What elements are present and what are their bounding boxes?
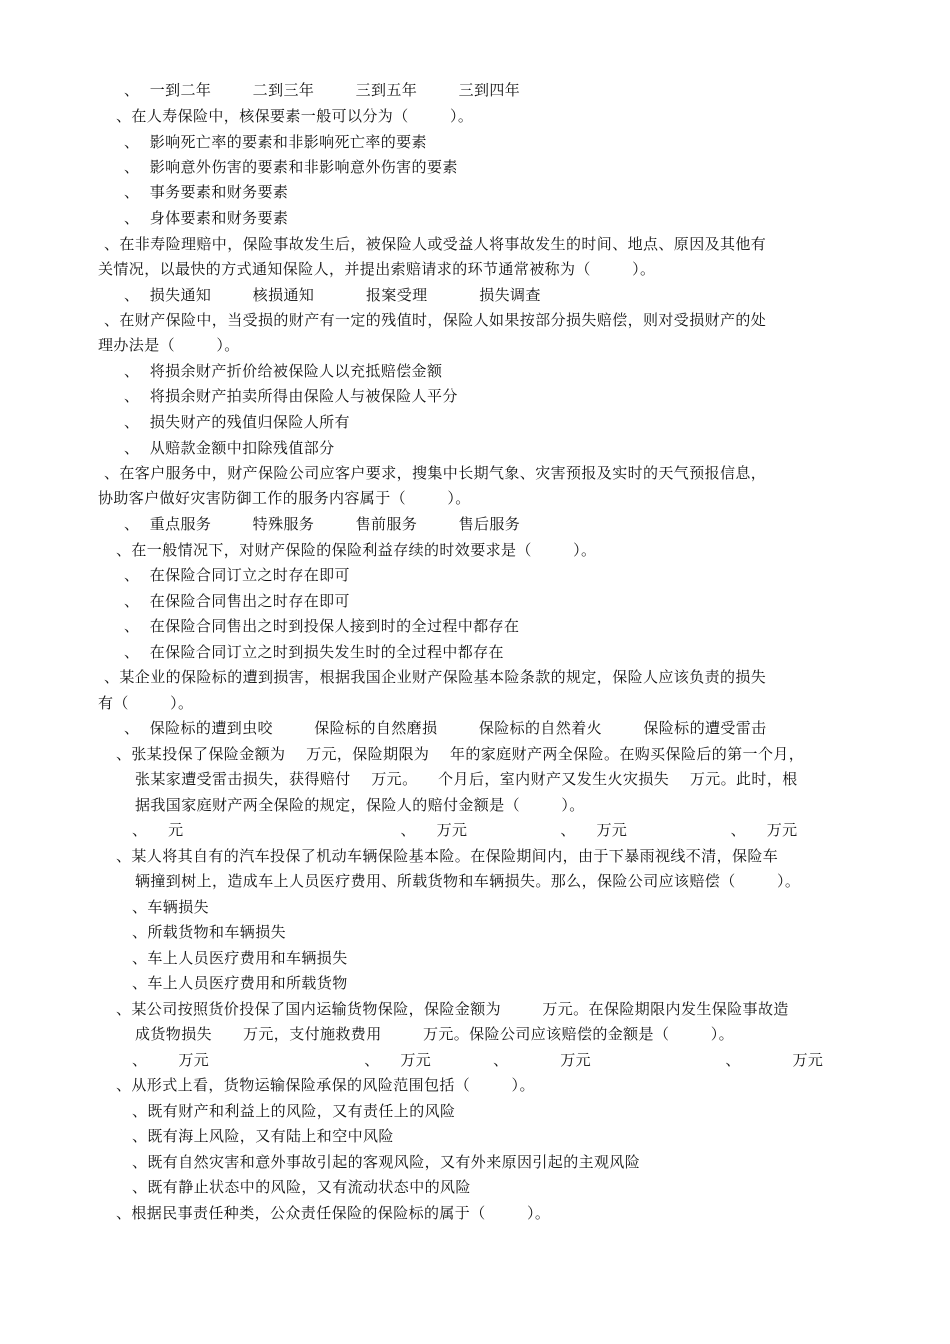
options-line: 、 损失通知 核损通知 报案受理 损失调查 [124, 286, 541, 304]
question-line: 理办法是（ ）。 [98, 336, 240, 354]
question-line: 、根据民事责任种类，公众责任保险的保险标的属于（ ）。 [116, 1204, 551, 1222]
option-line: 、 身体要素和财务要素 [124, 209, 289, 227]
question-line: 、在一般情况下，对财产保险的保险利益存续的时效要求是（ ）。 [116, 541, 597, 559]
option-line: 、既有自然灾害和意外事故引起的客观风险，又有外来原因引起的主观风险 [132, 1153, 641, 1171]
option-line: 、既有财产和利益上的风险，又有责任上的风险 [132, 1102, 456, 1120]
option-line: 、 在保险合同售出之时存在即可 [124, 592, 350, 610]
option-line: 、 事务要素和财务要素 [124, 183, 289, 201]
option-line: 、 损失财产的残值归保险人所有 [124, 413, 350, 431]
question-line: 张某家遭受雷击损失，获得赔付 万元。 个月后，室内财产又发生火灾损失 万元。此时，根 [135, 770, 798, 788]
question-line: 、在财产保险中，当受损的财产有一定的残值时，保险人如果按部分损失赔偿，则对受损财产的处 [104, 311, 767, 329]
option-line: 、既有静止状态中的风险，又有流动状态中的风险 [132, 1178, 471, 1196]
question-line: 、某公司按照货价投保了国内运输货物保险，保险金额为 万元。在保险期限内发生保险事故造 [116, 1000, 789, 1018]
option-line: 、车上人员医疗费用和车辆损失 [132, 949, 348, 967]
option-line: 、 在保险合同订立之时到损失发生时的全过程中都存在 [124, 643, 504, 661]
option-line: 、 将损余财产折价给被保险人以充抵赔偿金额 [124, 362, 443, 380]
option-line: 、既有海上风险，又有陆上和空中风险 [132, 1127, 394, 1145]
option-line: 、 在保险合同订立之时存在即可 [124, 566, 350, 584]
question-line: 协助客户做好灾害防御工作的服务内容属于（ ）。 [98, 489, 471, 507]
option-line: 、 影响死亡率的要素和非影响死亡率的要素 [124, 133, 427, 151]
options-line: 、 重点服务 特殊服务 售前服务 售后服务 [124, 515, 521, 533]
option-line: 、所载货物和车辆损失 [132, 923, 287, 941]
option-line: 、 将损余财产拍卖所得由保险人与被保险人平分 [124, 387, 458, 405]
question-line: 、张某投保了保险金额为 万元，保险期限为 年的家庭财产两全保险。在购买保险后的第一个月， [116, 745, 805, 763]
question-line: 据我国家庭财产两全保险的规定，保险人的赔付金额是（ ）。 [135, 796, 585, 814]
options-line: 、 一到二年 二到三年 三到五年 三到四年 [124, 81, 521, 99]
question-line: 、在非寿险理赔中，保险事故发生后，被保险人或受益人将事故发生的时间、地点、原因及其他有 [104, 235, 767, 253]
option-line: 、车辆损失 [132, 898, 210, 916]
options-line: 、 万元 、 万元 、 万元 、 万元 [132, 1051, 824, 1069]
question-line: 、某人将其自有的汽车投保了机动车辆保险基本险。在保险期间内，由于下暴雨视线不清，保险车 [116, 847, 779, 865]
question-line: 、在人寿保险中，核保要素一般可以分为（ ）。 [116, 107, 474, 125]
question-line: 成货物损失 万元，支付施救费用 万元。保险公司应该赔偿的金额是（ ）。 [135, 1025, 735, 1043]
options-line: 、 保险标的遭到虫咬 保险标的自然磨损 保险标的自然着火 保险标的遭受雷击 [124, 719, 767, 737]
question-line: 关情况，以最快的方式通知保险人，并提出索赔请求的环节通常被称为（ ）。 [98, 260, 656, 278]
option-line: 、 在保险合同售出之时到投保人接到时的全过程中都存在 [124, 617, 520, 635]
options-line: 、 元 、 万元 、 万元 、 万元 [132, 821, 798, 839]
question-line: 有（ ）。 [98, 694, 194, 712]
question-line: 、从形式上看，货物运输保险承保的风险范围包括（ ）。 [116, 1076, 535, 1094]
option-line: 、 影响意外伤害的要素和非影响意外伤害的要素 [124, 158, 458, 176]
question-line: 、在客户服务中，财产保险公司应客户要求，搜集中长期气象、灾害预报及实时的天气预报信息， [104, 464, 767, 482]
option-line: 、 从赔款金额中扣除残值部分 [124, 439, 335, 457]
option-line: 、车上人员医疗费用和所载货物 [132, 974, 348, 992]
question-line: 、某企业的保险标的遭到损害，根据我国企业财产保险基本险条款的规定，保险人应该负责的损失 [104, 668, 767, 686]
question-line: 辆撞到树上，造成车上人员医疗费用、所载货物和车辆损失。那么，保险公司应该赔偿（ ）。 [135, 872, 801, 890]
